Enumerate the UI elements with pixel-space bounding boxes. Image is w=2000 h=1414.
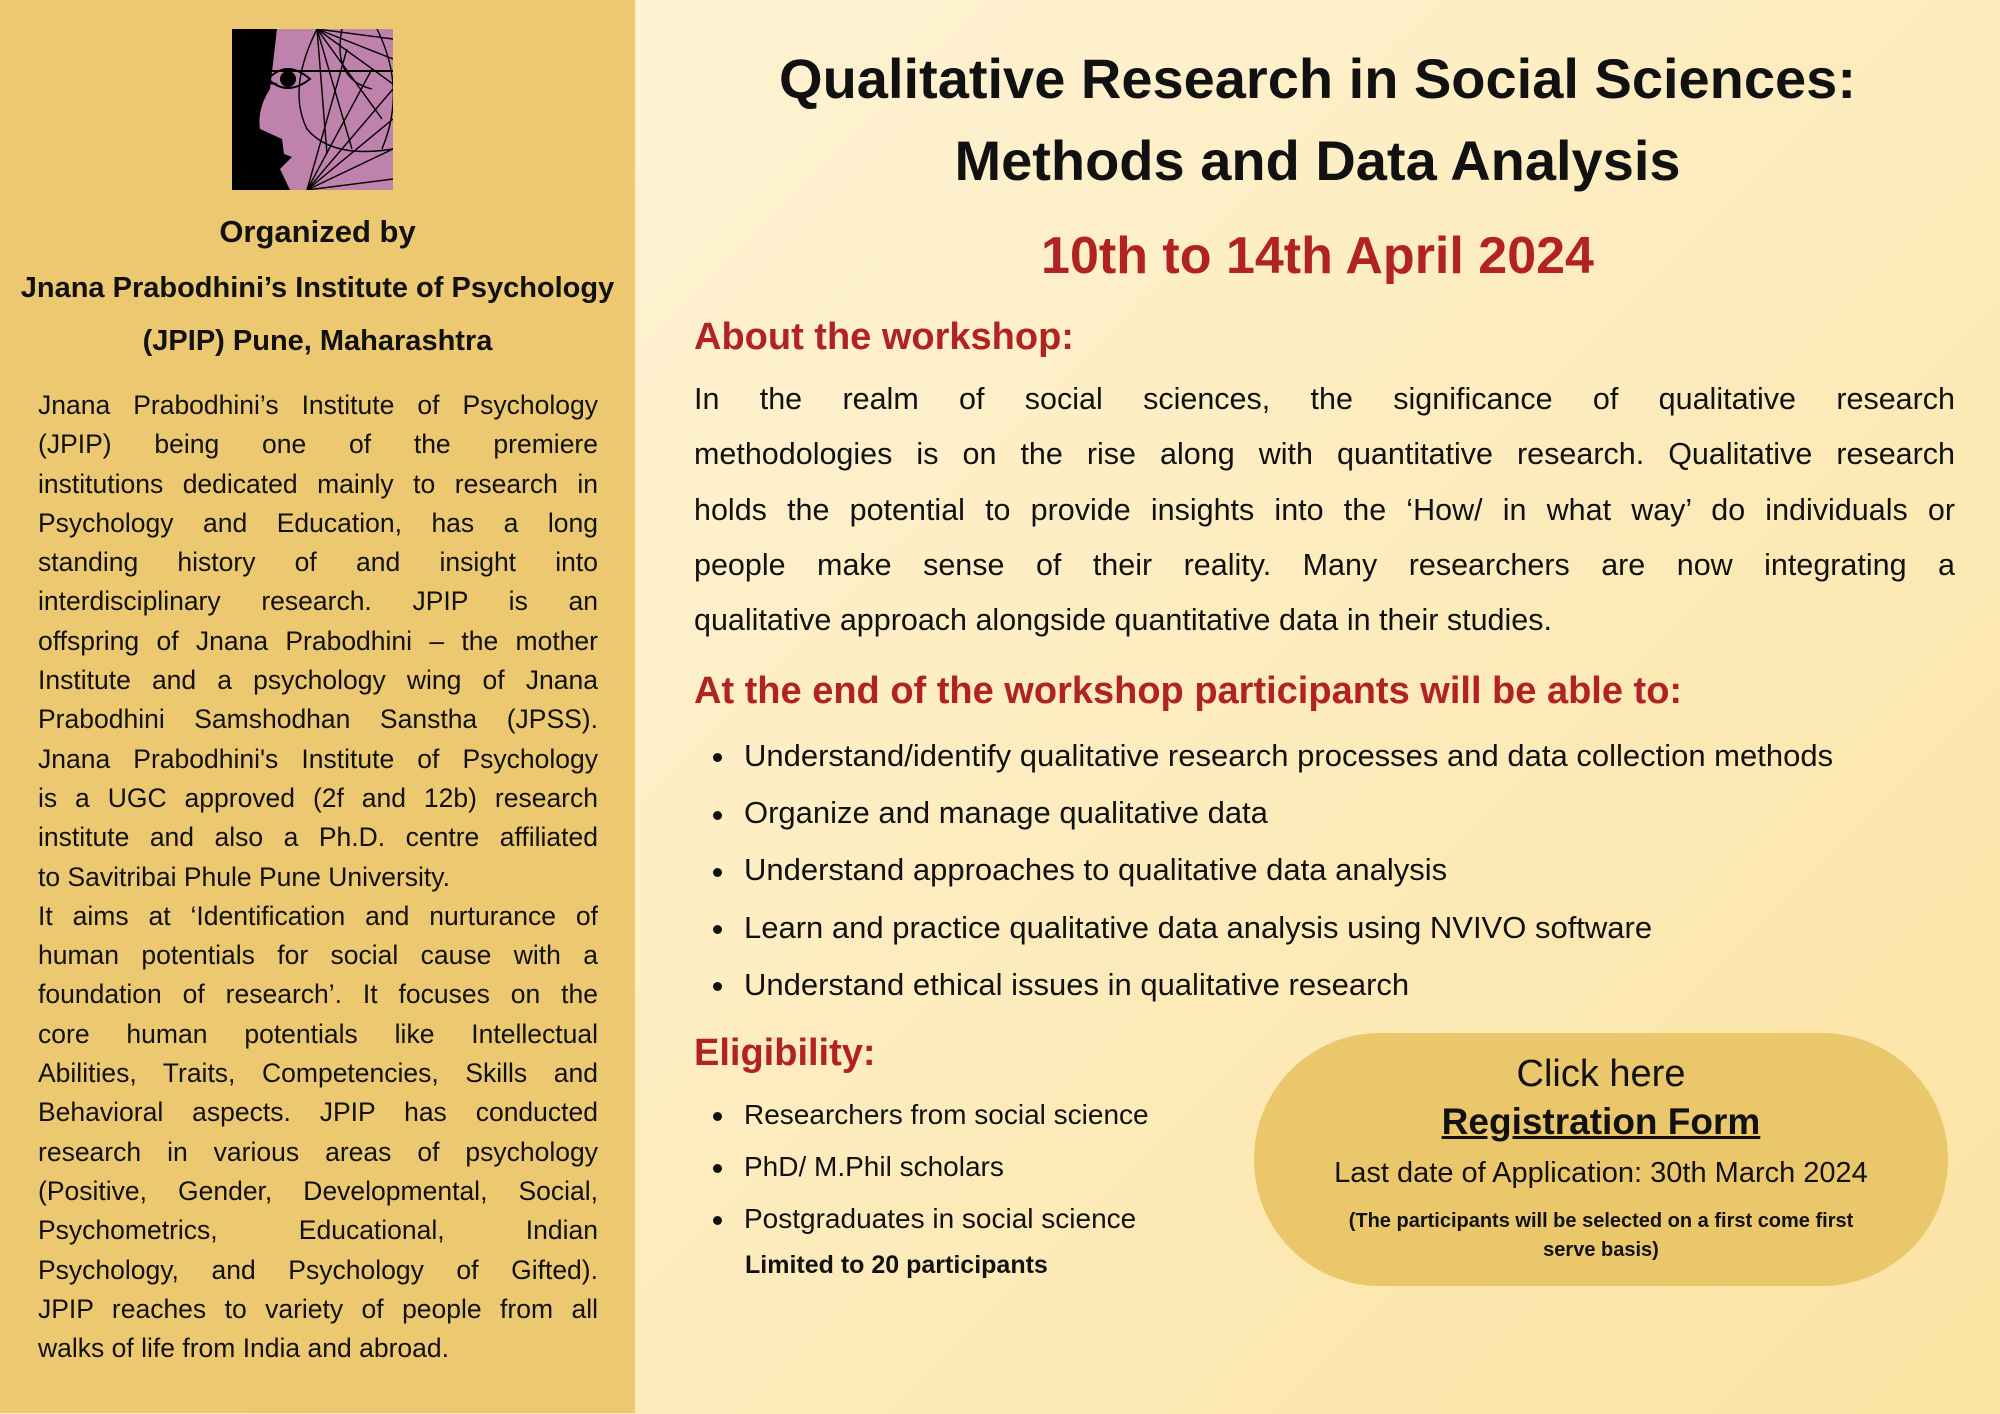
jpip-logo [232, 29, 393, 190]
text-line: standing history of and insight into [38, 547, 598, 578]
text-line: methodologies is on the rise along with quantitative research. Qualitative research [694, 437, 1955, 472]
text-line: institute and also a Ph.D. centre affiliated [38, 822, 598, 853]
text-line: is a UGC approved (2f and 12b) research [38, 782, 598, 813]
institute-description [38, 386, 598, 1368]
list-item [710, 908, 1833, 965]
bullet-icon [713, 753, 722, 762]
text-line: institutions dedicated mainly to research in [38, 468, 598, 499]
text-line: to Savitribai Phule Pune University. [38, 861, 450, 892]
text-line: Institute and a psychology wing of Jnana [38, 665, 598, 696]
objective-text: Understand approaches to qualitative data analysis [744, 852, 1448, 888]
text-line: (Positive, Gender, Developmental, Social, [38, 1175, 598, 1206]
text-line: interdisciplinary research. JPIP is an [38, 586, 598, 617]
eligibility-heading: Eligibility: [694, 1032, 876, 1074]
workshop-title-line2: Methods and Data Analysis [954, 129, 1681, 192]
text-line: Behavioral aspects. JPIP has conducted [38, 1097, 598, 1128]
bullet-icon [713, 1112, 722, 1121]
bullet-icon [713, 1216, 722, 1225]
text-line: In the realm of social sciences, the significance of qualitative research [694, 382, 1955, 416]
organizer-panel [0, 0, 635, 1413]
text-line: Jnana Prabodhini's Institute of Psychology [38, 743, 598, 774]
list-item [710, 1149, 1149, 1201]
objective-text: Organize and manage qualitative data [744, 795, 1268, 831]
organized-by-label: Organized by [219, 214, 416, 249]
registration-button[interactable] [1254, 1033, 1948, 1286]
list-item [710, 793, 1833, 850]
text-line: research in various areas of psychology [38, 1136, 598, 1167]
text-line: Prabodhini Samshodhan Sanstha (JPSS). [38, 704, 598, 735]
participant-limit: Limited to 20 participants [745, 1251, 1048, 1279]
text-line: Abilities, Traits, Competencies, Skills and [38, 1058, 598, 1089]
bullet-icon [713, 868, 722, 877]
text-line: holds the potential to provide insights into the ‘How/ in what way’ do individuals or [694, 492, 1955, 527]
bullet-icon [713, 982, 722, 991]
text-line: Psychometrics, Educational, Indian [38, 1215, 598, 1246]
objectives-list [710, 736, 1833, 1022]
list-item [710, 850, 1833, 907]
list-item [710, 965, 1833, 1022]
text-line: (JPIP) being one of the premiere [38, 429, 598, 460]
workshop-dates: 10th to 14th April 2024 [1041, 227, 1594, 285]
text-line: JPIP reaches to variety of people from all [38, 1293, 598, 1324]
registration-form-link[interactable]: Registration Form [1441, 1101, 1761, 1142]
text-line: people make sense of their reality. Many researchers are now integrating a [694, 547, 1955, 582]
list-item [710, 1097, 1149, 1149]
selection-note: (The participants will be selected on a first come first serve basis) [1348, 1210, 1854, 1261]
text-line: walks of life from India and abroad. [38, 1333, 449, 1364]
text-line: Psychology, and Psychology of Gifted). [38, 1254, 598, 1285]
institute-name: Jnana Prabodhini’s Institute of Psychology [20, 272, 615, 304]
objective-text: Learn and practice qualitative data analysis using NVIVO software [744, 909, 1653, 945]
last-date-text: Last date of Application: 30th March 2024 [1334, 1157, 1868, 1189]
about-heading: About the workshop: [694, 316, 1074, 358]
bullet-icon [713, 1164, 722, 1173]
institute-location: (JPIP) Pune, Maharashtra [142, 325, 493, 357]
about-paragraph [694, 372, 1955, 648]
list-item [710, 1201, 1149, 1253]
text-line: foundation of research’. It focuses on the [38, 979, 598, 1010]
list-item [710, 736, 1833, 793]
text-line: It aims at ‘Identification and nurturance of [38, 900, 598, 931]
workshop-title-line1: Qualitative Research in Social Sciences: [779, 47, 1856, 110]
text-line: qualitative approach alongside quantitative data in their studies. [694, 603, 1552, 638]
eligibility-text: PhD/ M.Phil scholars [744, 1151, 1004, 1182]
eligibility-text: Postgraduates in social science [744, 1203, 1137, 1234]
bullet-icon [713, 811, 722, 820]
objective-text: Understand/identify qualitative research processes and data collection methods [744, 738, 1834, 773]
objectives-heading: At the end of the workshop participants will be able to: [694, 670, 1683, 712]
text-line: core human potentials like Intellectual [38, 1018, 598, 1049]
objective-text: Understand ethical issues in qualitative research [744, 966, 1410, 1002]
click-here-label[interactable]: Click here [1516, 1053, 1686, 1095]
text-line: human potentials for social cause with a [38, 940, 598, 971]
text-line: Jnana Prabodhini’s Institute of Psychology [38, 390, 598, 420]
bullet-icon [713, 925, 722, 934]
eligibility-list [710, 1097, 1149, 1253]
eligibility-text: Researchers from social science [744, 1099, 1149, 1130]
text-line: offspring of Jnana Prabodhini – the mother [38, 625, 598, 656]
text-line: Psychology and Education, has a long [38, 507, 598, 538]
